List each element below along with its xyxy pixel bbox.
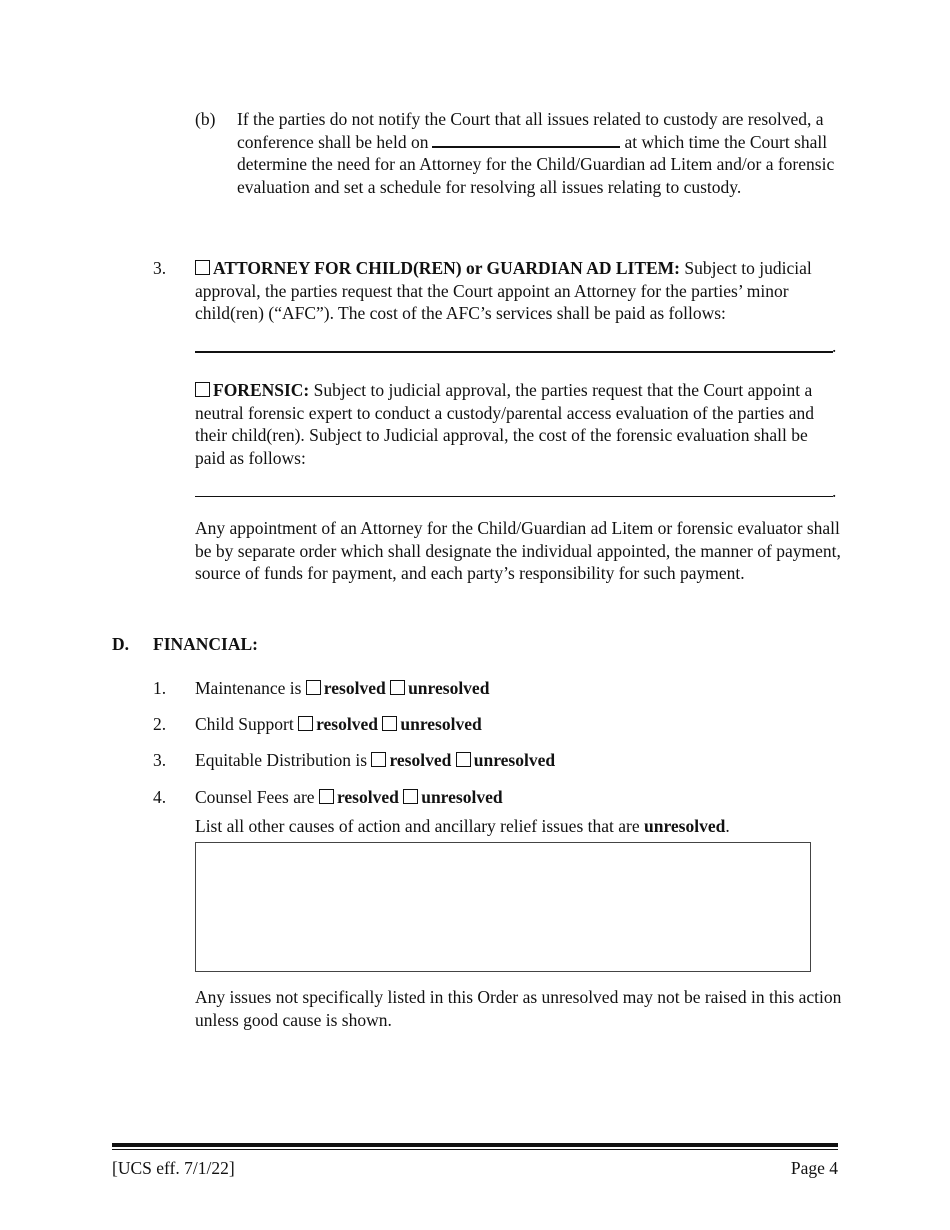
- footer-form-id: [UCS eff. 7/1/22]: [112, 1158, 235, 1178]
- afc-line-period: .: [832, 336, 837, 356]
- list-prompt-period: .: [725, 816, 730, 836]
- item-3-number: 3.: [153, 258, 167, 278]
- financial-item-maintenance: [195, 677, 489, 700]
- child-support-resolved-label: resolved: [316, 714, 378, 734]
- section-d-letter: D.: [112, 634, 130, 654]
- financial-item-child-support: [195, 713, 482, 736]
- footer-rule-thin: [112, 1149, 838, 1150]
- forensic-checkbox[interactable]: [195, 382, 210, 397]
- afc-heading: ATTORNEY FOR CHILD(REN) or GUARDIAN AD LITEM:: [213, 258, 681, 278]
- afc-paragraph: [195, 257, 845, 325]
- financial-item-number: 1.: [153, 678, 167, 698]
- financial-item-number: 4.: [153, 787, 167, 807]
- child-support-unresolved-checkbox[interactable]: [382, 716, 397, 731]
- subsection-b-text-before: If the parties do not notify the Court that all issues related to custody are resolved, a conference shall be held on: [237, 109, 824, 152]
- maintenance-unresolved-checkbox[interactable]: [390, 680, 405, 695]
- equitable-distribution-resolved-label: resolved: [389, 750, 452, 770]
- equitable-distribution-unresolved-checkbox[interactable]: [456, 752, 471, 767]
- child-support-unresolved-label: unresolved: [400, 714, 482, 734]
- maintenance-resolved-checkbox[interactable]: [306, 680, 321, 695]
- footer-page-number: Page 4: [790, 1158, 838, 1178]
- forensic-cost-line[interactable]: [195, 496, 833, 497]
- maintenance-unresolved-label: unresolved: [408, 678, 490, 698]
- counsel-fees-resolved-label: resolved: [336, 787, 399, 807]
- forensic-heading: FORENSIC:: [213, 380, 310, 400]
- counsel-fees-label: Counsel Fees are: [195, 787, 315, 807]
- closing-paragraph: Any issues not specifically listed in this Order as unresolved may not be raised in this action unless good cause is shown.: [195, 987, 842, 1030]
- forensic-paragraph: [195, 379, 840, 469]
- afc-cost-line[interactable]: [195, 351, 833, 353]
- conference-date-blank[interactable]: [432, 132, 620, 148]
- subsection-b-text-after: at which time the Court shall determine the need for an Attorney for the Child/Guardian ad Litem and/or a forensic evaluation and set a schedule for resolving all issues relating to custody.: [237, 131, 835, 197]
- counsel-fees-unresolved-checkbox[interactable]: [403, 789, 418, 804]
- maintenance-resolved-label: resolved: [323, 678, 386, 698]
- equitable-distribution-resolved-checkbox[interactable]: [371, 752, 386, 767]
- maintenance-label: Maintenance is: [195, 678, 302, 698]
- equitable-distribution-unresolved-label: unresolved: [473, 750, 556, 770]
- unresolved-issues-textbox[interactable]: [195, 842, 811, 972]
- counsel-fees-resolved-checkbox[interactable]: [319, 789, 334, 804]
- financial-item-counsel-fees: [195, 786, 503, 809]
- forensic-text: Subject to judicial approval, the parties request that the Court appoint a neutral forensic expert to conduct a custody/parental access evaluation of the parties and their child(ren). Subject to Judicial approval, the cost of the forensic evaluation shall be paid as follows:: [195, 380, 815, 468]
- subsection-b-marker: (b): [195, 109, 216, 129]
- counsel-fees-unresolved-label: unresolved: [421, 787, 503, 807]
- afc-checkbox[interactable]: [195, 260, 210, 275]
- subsection-b-paragraph: [237, 108, 837, 198]
- appointment-paragraph: Any appointment of an Attorney for the Child/Guardian ad Litem or forensic evaluator shall be by separate order which shall designate the individual appointed, the manner of payment, source of funds for payment, and each party’s responsibility for such payment.: [195, 518, 841, 583]
- footer-rule-thick: [112, 1143, 838, 1147]
- unresolved-list-prompt: [195, 815, 730, 838]
- section-d-title: FINANCIAL:: [153, 634, 258, 654]
- child-support-label: Child Support: [195, 714, 294, 734]
- child-support-resolved-checkbox[interactable]: [298, 716, 313, 731]
- financial-item-equitable-distribution: [195, 749, 555, 772]
- list-prompt-text: List all other causes of action and ancillary relief issues that are: [195, 816, 640, 836]
- financial-item-number: 2.: [153, 714, 167, 734]
- forensic-line-period: .: [832, 481, 837, 501]
- list-prompt-bold: unresolved: [644, 816, 726, 836]
- afc-text: Subject to judicial approval, the parties request that the Court appoint an Attorney for the parties’ minor child(ren) (“AFC”). The cost of the AFC’s services shall be paid as follows:: [195, 258, 812, 323]
- equitable-distribution-label: Equitable Distribution is: [195, 750, 368, 770]
- financial-item-number: 3.: [153, 750, 167, 770]
